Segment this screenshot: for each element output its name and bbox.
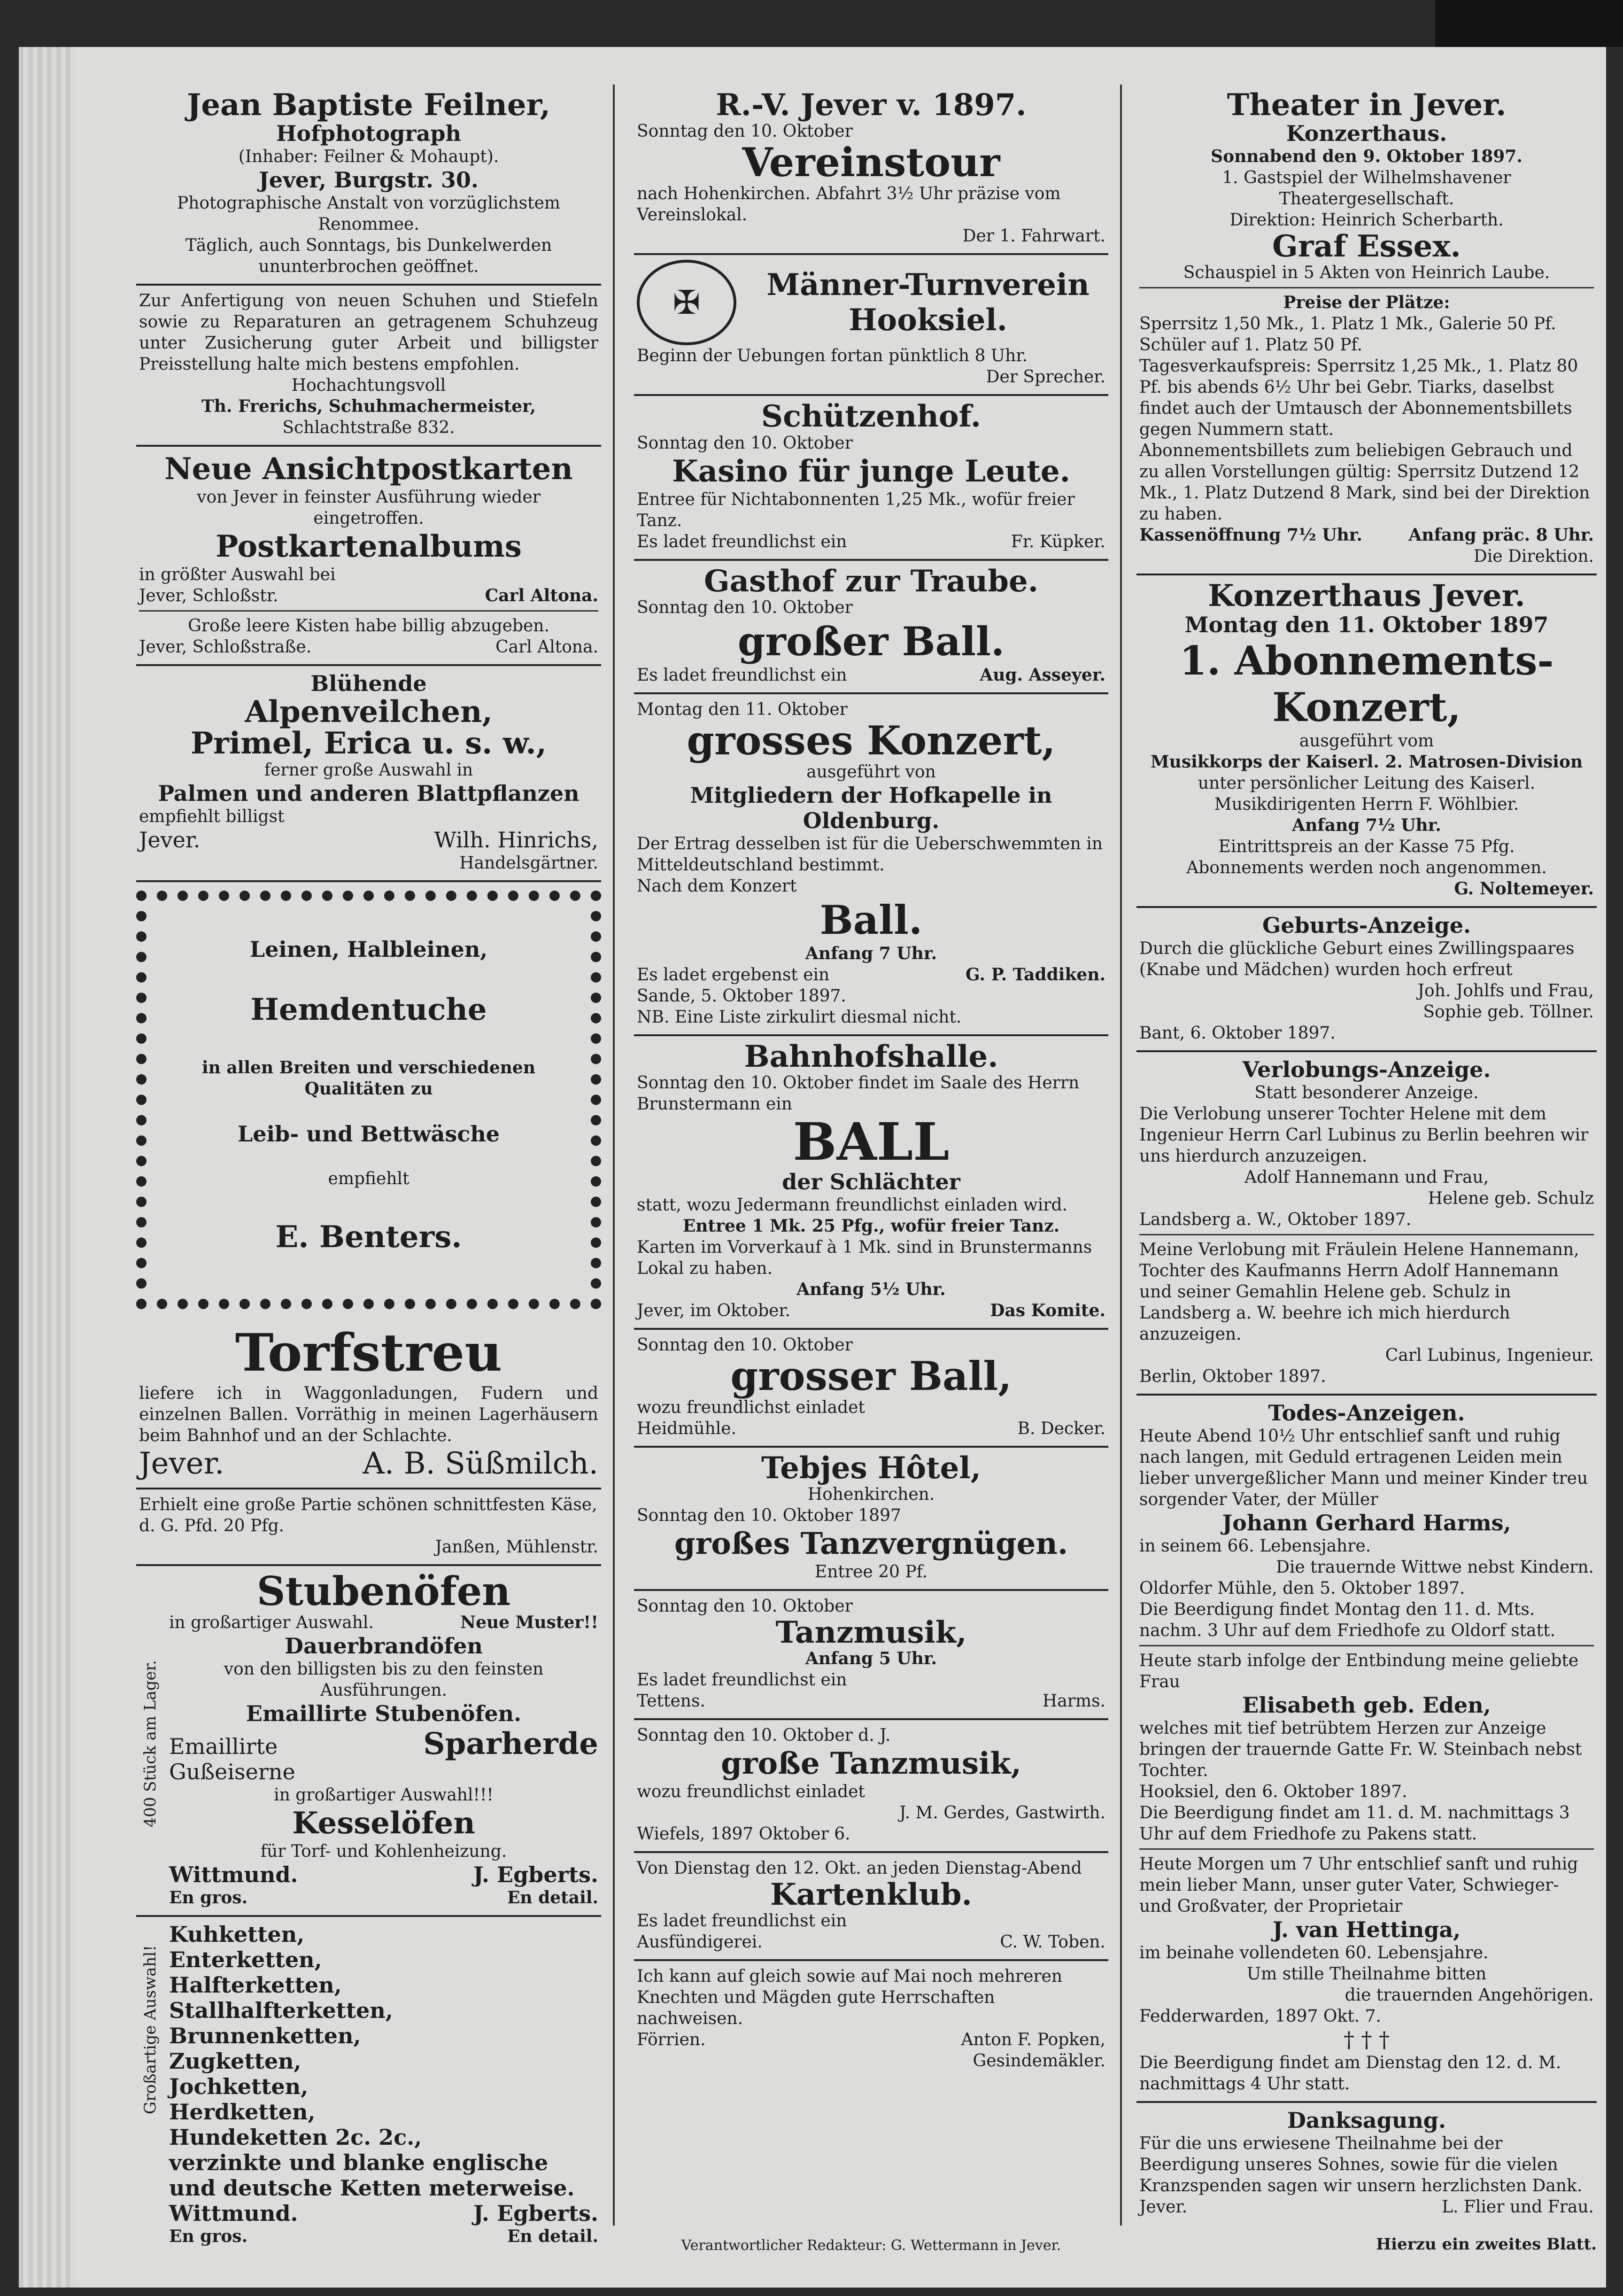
page-edge <box>19 47 75 2288</box>
ad-gerdes: Sonntag den 10. Oktober d. J. große Tanzmusik, wozu freundlichst einladet J. M. Gerdes, Gastwirth. Wiefels, 1897 Oktober 6. <box>634 1720 1108 1853</box>
column-3 <box>1136 85 1597 2221</box>
list-item: Halfterketten, <box>169 1972 342 1998</box>
turnverein-emblem-icon: ✠ <box>637 260 736 345</box>
column-rule <box>613 85 615 2226</box>
list-item: Stallhalfterketten, <box>169 1997 393 2023</box>
ad-schuetzenhof: Schützenhof. Sonntag den 10. Oktober Kasino für junge Leute. Entree für Nichtabonnenten 1,25 Mk., wofür freier Tanz. Es ladet freundlichst ein Fr. Küpker. <box>634 396 1108 560</box>
ad-harms: Sonntag den 10. Oktober Tanzmusik, Anfang 5 Uhr. Es ladet freundlichst ein Tettens. Harms. <box>634 1591 1108 1720</box>
ad-traube: Gasthof zur Traube. Sonntag den 10. Oktober großer Ball. Es ladet freundlichst ein Aug. Asseyer. <box>634 561 1108 694</box>
ad-toben: Von Dienstag den 12. Okt. an jeden Dienstag-Abend Kartenklub. Es ladet freundlichst ein Ausfündigerei. C. W. Toben. <box>634 1853 1108 1961</box>
list-item: Brunnenketten, <box>169 2023 361 2048</box>
list-item: Kuhketten, <box>169 1921 305 1947</box>
ad-turnverein: ✠ Männer-Turnverein Hooksiel. Beginn der Uebungen fortan pünktlich 8 Uhr. Der Sprecher. <box>634 255 1108 396</box>
ad-geburt: Geburts-Anzeige. Durch die glückliche Geburt eines Zwillingspaares (Knabe und Mädchen) wurden hoch erfreut Joh. Johlfs und Frau, Sophie geb. Töllner. Bant, 6. Oktober 1897. <box>1136 908 1597 1052</box>
ad-altona: Neue Ansichtpostkarten von Jever in feinster Ausführung wieder eingetroffen. Postkartenalbums in größter Auswahl bei Jever, Schloßstr. Carl Altona. Große leere Kisten habe billig abzugeben. Jever, Schloßstraße. Carl Altona. <box>136 447 601 666</box>
list-item: Herdketten, <box>169 2099 316 2125</box>
ad-suessmilch: Torfstreu liefere ich in Waggonladungen, Fudern und einzelnen Ballen. Vorräthig in meinen Lagerhäusern beim Bahnhof und an der Schlachte. Jever. A. B. Süßmilch. <box>136 1318 601 1489</box>
list-item: Hundeketten 2c. 2c., <box>169 2124 422 2150</box>
ad-tebjes: Tebjes Hôtel, Hohenkirchen. Sonntag den 10. Oktober 1897 großes Tanzvergnügen. Entree 20 Pf. <box>634 1448 1108 1591</box>
supplement-note: Hierzu ein zweites Blatt. <box>1376 2235 1597 2254</box>
ad-janssen: Erhielt eine große Partie schönen schnittfesten Käse, d. G. Pfd. 20 Pfg. Janßen, Mühlenstr. <box>136 1489 601 1566</box>
column-rule <box>1120 85 1122 2226</box>
list-item: Enterketten, <box>169 1947 322 1972</box>
ad-egberts-oefen: 400 Stück am Lager. Stubenöfen in großartiger Auswahl. Neue Muster!! Dauerbrandöfen von den billigsten bis zu den feinsten Ausführungen. Emaillirte Stubenöfen. Emaillirte Gußeiserne Sparherde in großartiger Auswahl!!! Kesselöfen für Torf- und Kohlenheizung. Wittmund. J. Egberts. En gros. En detail. <box>136 1566 601 1917</box>
ad-bahnhofshalle: Bahnhofshalle. Sonntag den 10. Oktober findet im Saale des Herrn Brunstermann ein BALL der Schlächter statt, wozu Jedermann freundlichst einladen wird. Entree 1 Mk. 25 Pfg., wofür freier Tanz. Karten im Vorverkauf à 1 Mk. sind in Brunstermanns Lokal zu haben. Anfang 5½ Uhr. Jever, im Oktober. Das Komite. <box>634 1036 1108 1330</box>
ad-benters: Leinen, Halbleinen, Hemdentuche in allen Breiten und verschiedenen Qualitäten zu Leib- und Bettwäsche empfiehlt E. Benters. <box>136 891 601 1309</box>
ad-rv-jever: R.-V. Jever v. 1897. Sonntag den 10. Oktober Vereinstour nach Hohenkirchen. Abfahrt 3½ Uhr präzise vom Vereinslokal. Der 1. Fahrwart. <box>634 85 1108 255</box>
ad-theater: Theater in Jever. Konzerthaus. Sonnabend den 9. Oktober 1897. 1. Gastspiel der Wilhelmshavener Theatergesellschaft. Direktion: Heinrich Scherbarth. Graf Essex. Schauspiel in 5 Akten von Heinrich Laube. Preise der Plätze: Sperrsitz 1,50 Mk., 1. Platz 1 Mk., Galerie 50 Pf. Schüler auf 1. Platz 50 Pf. Tagesverkaufspreis: Sperrsitz 1,25 Mk., 1. Platz 80 Pf. bis abends 6½ Uhr bei Gebr. Tiarks, daselbst findet auch der Umtausch der Abonnementsbillets gegen Nummern statt. Abonnementsbillets zum beliebigen Gebrauch und zu allen Vorstellungen gültig: Sperrsitz Dutzend 12 Mk., 1. Platz Dutzend 8 Mark, sind bei der Direktion zu haben. Kassenöffnung 7½ Uhr. Anfang präc. 8 Uhr. Die Direktion. <box>1136 85 1597 575</box>
ad-hinrichs: Blühende Alpenveilchen, Primel, Erica u. s. w., ferner große Auswahl in Palmen und anderen Blattpflanzen empfiehlt billigst Jever. Wilh. Hinrichs, Handelsgärtner. <box>136 666 601 882</box>
pointing-hand-icon: Anfang 7 Uhr. <box>805 943 937 963</box>
ad-danksagung: Danksagung. Für die uns erwiesene Theilnahme bei der Beerdigung unseres Sohnes, sowie für die vielen Kranzspenden sagen wir unsern herzlichsten Dank. Jever. L. Flier und Frau. <box>1139 2107 1594 2217</box>
cross-icon: † † † <box>1343 2026 1390 2052</box>
list-item: Zugketten, <box>169 2048 301 2074</box>
ad-konzerthaus: Konzerthaus Jever. Montag den 11. Oktober 1897 1. Abonnements-Konzert, ausgeführt vom Musikkorps der Kaiserl. 2. Matrosen-Division unter persönlicher Leitung des Kaiserl. Musikdirigenten Herrn F. Wöhlbier. Anfang 7½ Uhr. Eintrittspreis an der Kasse 75 Pfg. Abonnements werden noch angenommen. G. Noltemeyer. <box>1136 575 1597 908</box>
column-2 <box>634 85 1108 2221</box>
pointing-hand-icon: Leib- und Bettwäsche <box>237 1121 500 1147</box>
ad-verlobung: Verlobungs-Anzeige. Statt besonderer Anzeige. Die Verlobung unserer Tochter Helene mit dem Ingenieur Herrn Carl Lubinus zu Berlin beehren wir uns hierdurch anzuzeigen. Adolf Hannemann und Frau, Helene geb. Schulz Landsberg a. W., Oktober 1897. Meine Verlobung mit Fräulein Helene Hannemann, Tochter des Kaufmanns Herrn Adolf Hannemann und seiner Gemahlin Helene geb. Schulz in Landsberg a. W. beehre ich mich hierdurch anzuzeigen. Carl Lubinus, Ingenieur. Berlin, Oktober 1897. <box>1136 1052 1597 1396</box>
ad-title: Jean Baptiste Feilner, <box>187 87 550 123</box>
ad-todesanzeigen: Todes-Anzeigen. Heute Abend 10½ Uhr entschlief sanft und ruhig nach langen, mit Geduld ertragenen Leiden mein lieber unvergeßlicher Mann und meiner Kinder treu sorgender Vater, der Müller Johann Gerhard Harms, in seinem 66. Lebensjahre. Die trauernde Wittwe nebst Kindern. Oldorfer Mühle, den 5. Oktober 1897. Die Beerdigung findet Montag den 11. d. Mts. nachm. 3 Uhr auf dem Friedhofe zu Oldorf statt. Heute starb infolge der Entbindung meine geliebte Frau Elisabeth geb. Eden, welches mit tief betrübtem Herzen zur Anzeige bringen der trauernde Gatte Fr. W. Steinbach nebst Tochter. Hooksiel, den 6. Oktober 1897. Die Beerdigung findet am 11. d. M. nachmittags 3 Uhr auf dem Friedhofe zu Pakens statt. Heute Morgen um 7 Uhr entschlief sanft und ruhig mein lieber Mann, unser guter Vater, Schwieger- und Großvater, der Proprietair J. van Hettinga, im beinahe vollendeten 60. Lebensjahre. Um stille Theilnahme bitten die trauernden Angehörigen. Fedderwarden, 1897 Okt. 7. † † † Die Beerdigung findet am Dienstag den 12. d. M. nachmittags 4 Uhr statt. <box>1136 1396 1597 2103</box>
chain-list <box>169 1922 598 2201</box>
ad-decker: Sonntag den 10. Oktober grosser Ball, wozu freundlichst einladet Heidmühle. B. Decker. <box>634 1330 1108 1448</box>
ad-feilner: Jean Baptiste Feilner, Hofphotograph (Inhaber: Feilner & Mohaupt). Jever, Burgstr. 30. Photographische Anstalt von vorzüglichstem Renommee. Täglich, auch Sonntags, bis Dunkelwerden ununterbrochen geöffnet. <box>136 85 601 286</box>
ad-popken: Ich kann auf gleich sowie auf Mai noch mehreren Knechten und Mägden gute Herrschaften nachweisen. Förrien. Anton F. Popken, Gesindemäkler. <box>637 1967 1105 2071</box>
ad-frerichs: Zur Anfertigung von neuen Schuhen und Stiefeln sowie zu Reparaturen an getragenem Schuhzeug unter Zusicherung guter Arbeit und billigster Preisstellung halte mich bestens empfohlen. Hochachtungsvoll Th. Frerichs, Schuhmachermeister, Schlachtstraße 832. <box>136 286 601 447</box>
editor-footer: Verantwortlicher Redakteur: G. Wettermann in Jever. <box>681 2237 1061 2254</box>
ad-egberts-ketten: Großartige Auswahl! Kuhketten, Enterketten, Halfterketten, Stallhalfterketten, Brunnenketten, Zugketten, Jochketten, Herdketten, Hundeketten 2c. 2c., verzinkte und blanke englische und deutsche Ketten meterweise. Wittmund. J. Egberts. En gros. En detail. <box>141 1921 598 2246</box>
list-item: verzinkte und blanke englische und deutsche Ketten meterweise. <box>169 2149 575 2201</box>
list-item: Jochketten, <box>169 2073 309 2099</box>
scan-corner <box>1435 0 1623 47</box>
column-1 <box>136 85 601 2246</box>
ad-taddiken: Montag den 11. Oktober grosses Konzert, ausgeführt von Mitgliedern der Hofkapelle in Oldenburg. Der Ertrag desselben ist für die Ueberschwemmten in Mitteldeutschland bestimmt. Nach dem Konzert Ball. Anfang 7 Uhr. Es ladet ergebenst ein G. P. Taddiken. Sande, 5. Oktober 1897. NB. Eine Liste zirkulirt diesmal nicht. <box>634 694 1108 1036</box>
